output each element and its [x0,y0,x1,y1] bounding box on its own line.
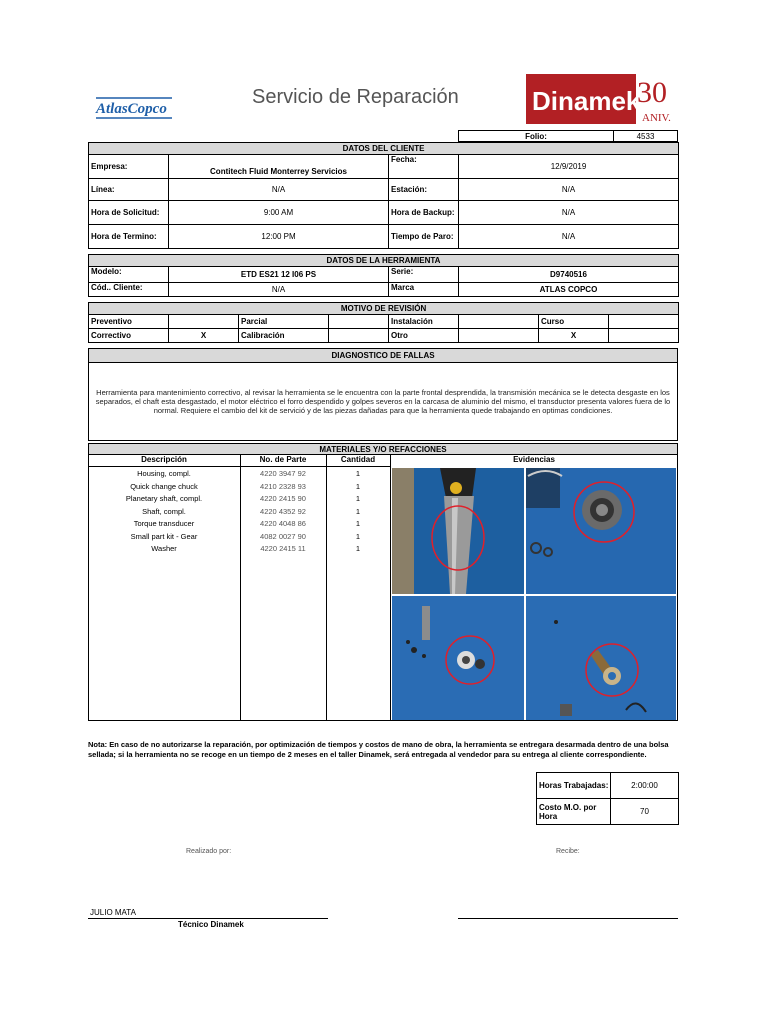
motivo-section-title: MOTIVO DE REVISIÓN [89,303,679,315]
tool-table [88,254,679,297]
list-item-desc: Quick change chuck [130,481,198,491]
hora-backup-value: N/A [459,201,679,225]
signature-line-right [458,918,678,919]
diagnostico-section-title: DIAGNOSTICO DE FALLAS [89,349,678,363]
hora-termino-value: 12:00 PM [169,225,389,249]
list-item-part: 4082 0027 90 [260,531,306,541]
list-item-qty: 1 [355,544,361,553]
horas-label: Horas Trabajadas: [537,773,611,799]
col-evidencias: Evidencias [513,455,555,464]
list-item-qty: 1 [355,494,361,503]
calibracion-check[interactable] [329,329,389,343]
list-item-desc: Washer [151,544,177,553]
fecha-label: Fecha: [389,155,459,179]
divider [240,455,241,721]
correctivo-check[interactable]: X [169,329,239,343]
calibracion-label: Calibración [239,329,329,343]
cod-cliente-label: Cód.. Cliente: [89,283,169,297]
summary-table [536,772,679,825]
realizado-label: Realizado por: [186,848,232,855]
diagnostico-text: Herramienta para mantenimiento correctivo, al revisar la herramienta se le encuentra con la parte frontal desprendida, la transmisión mecánica se le detecta desgaste en los separados, el chaft esta desgastado, el motor eléctrico el forro despendido y golpes severos en la carcasa de aluminio del mismo, el transductor presenta valores fuera de lo normal. Requiere el cambio del kit de servició y de las piezas dañadas para que la herramienta quede trabajando en optimas condiciones. [89,363,678,441]
list-item-desc: Housing, compl. [137,469,191,478]
hora-termino-label: Hora de Termino: [89,225,169,249]
tiempo-paro-value: N/A [459,225,679,249]
linea-value: N/A [169,179,389,201]
divider [326,455,327,721]
tech-title: Técnico Dinamek [178,920,244,929]
hora-solicitud-value: 9:00 AM [169,201,389,225]
modelo-value: ETD ES21 12 I06 PS [169,267,389,283]
empresa-label: Empresa: [89,155,169,179]
evidence-photo-2[interactable] [526,468,676,594]
modelo-label: Modelo: [89,267,169,283]
list-item-part: 4220 3947 92 [260,469,306,478]
serie-value: D9740516 [459,267,679,283]
list-item-desc: Small part kit - Gear [130,531,198,541]
list-item-qty: 1 [355,481,361,491]
list-item-desc: Torque transducer [133,519,195,528]
linea-label: Línea: [89,179,169,201]
otro-label: Otro [389,329,459,343]
list-item-qty: 1 [355,519,361,528]
parcial-check[interactable] [329,315,389,329]
col-descripcion: Descripción [88,455,240,467]
client-table [88,142,679,249]
costo-value: 70 [611,799,679,825]
estacion-label: Estación: [389,179,459,201]
correctivo-label: Correctivo [89,329,169,343]
recibe-label: Recibe: [556,848,580,855]
cod-cliente-value: N/A [169,283,389,297]
curso-label: Curso [539,315,609,329]
parcial-label: Parcial [239,315,329,329]
folio-value: 4533 [614,131,678,142]
list-item-qty: 1 [355,506,361,516]
estacion-value: N/A [459,179,679,201]
curso-check[interactable]: X [539,329,609,343]
folio-label: Folio: [459,131,614,142]
list-item-part: 4220 2415 90 [260,494,306,503]
motivo-table [88,302,679,343]
tiempo-paro-label: Tiempo de Paro: [389,225,459,249]
list-item-part: 4220 4352 92 [260,506,306,516]
list-item-desc: Planetary shaft, compl. [125,494,203,503]
client-section-title: DATOS DEL CLIENTE [89,143,679,155]
marca-label: Marca [389,283,459,297]
list-item-part: 4220 2415 11 [260,544,306,553]
atlas-copco-logo [94,94,176,127]
marca-value: ATLAS COPCO [459,283,679,297]
list-item-part: 4220 4048 86 [260,519,306,528]
col-cantidad: Cantidad [326,455,390,467]
svg-text:Dinamek: Dinamek [532,86,641,116]
divider [390,455,391,721]
curso-extra-2 [609,329,679,343]
empresa-value: Contitech Fluid Monterrey Servicios [169,155,389,179]
list-item-part: 4210 2328 93 [260,481,306,491]
svg-text:30: 30 [637,76,667,109]
materiales-section-title: MATERIALES Y/O REFACCIONES [88,443,678,455]
otro-check[interactable] [459,329,539,343]
instalacion-label: Instalación [389,315,459,329]
svg-text:ANIV.: ANIV. [642,112,671,124]
page-title: Servicio de Reparación [252,86,459,108]
list-item-desc: Shaft, compl. [142,506,186,516]
preventivo-check[interactable] [169,315,239,329]
diagnostico-table [88,348,678,441]
evidence-photo-4[interactable] [526,596,676,720]
horas-value: 2:00:00 [611,773,679,799]
serie-label: Serie: [389,267,459,283]
signature-line-left [88,918,328,919]
folio-table [458,130,678,142]
note-text: Nota: En caso de no autorizarse la reparación, por optimización de tiempos y costos de mano de obra, la herramienta se entregara desarmada dentro de una bolsa sellada; si la herramienta no se recoge en un tiempo de 2 meses en el taller Dinamek, será entregada al vendedor para su entrega al cliente correspondiente. [88,740,669,759]
instalacion-check[interactable] [459,315,539,329]
tech-name: JULIO MATA [90,908,136,917]
hora-backup-label: Hora de Backup: [389,201,459,225]
tool-section-title: DATOS DE LA HERRAMIENTA [89,255,679,267]
hora-solicitud-label: Hora de Solicitud: [89,201,169,225]
fecha-value: 12/9/2019 [459,155,679,179]
list-item-qty: 1 [355,531,361,541]
list-item-qty: 1 [355,469,361,478]
costo-label: Costo M.O. por Hora [537,799,611,825]
col-parte: No. de Parte [240,455,326,467]
dinamek-logo [526,74,680,124]
svg-text:AtlasCopco: AtlasCopco [96,101,167,117]
curso-extra [609,315,679,329]
evidence-photo-3[interactable] [392,596,524,720]
evidence-photo-1[interactable] [392,468,524,594]
preventivo-label: Preventivo [89,315,169,329]
